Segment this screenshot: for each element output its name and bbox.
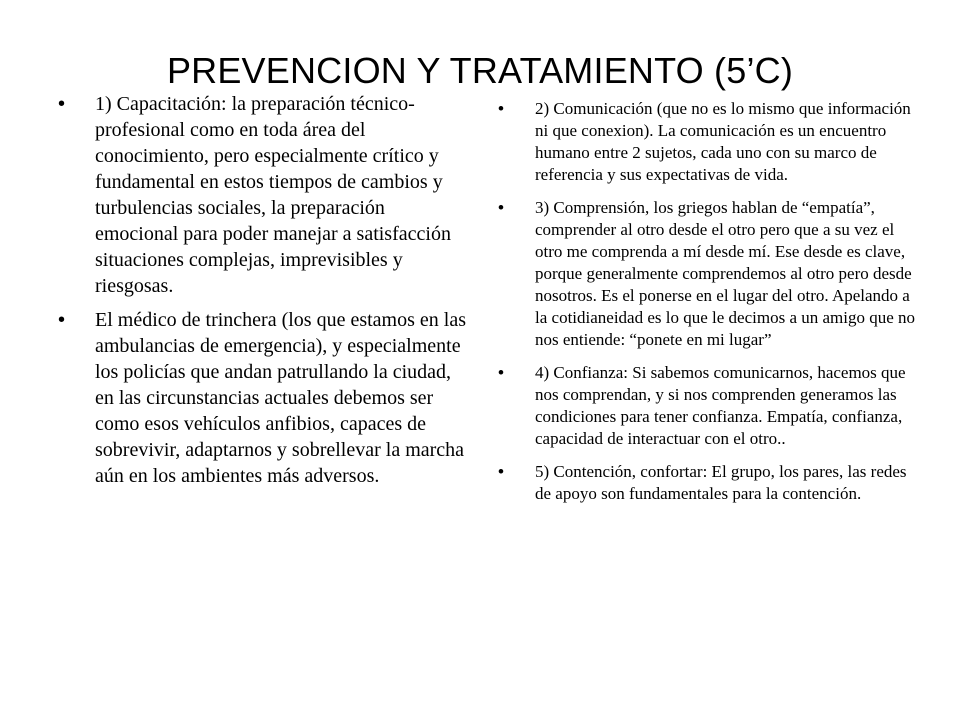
list-item xyxy=(498,461,918,505)
bullet-icon: • xyxy=(498,462,504,481)
left-column-list xyxy=(58,91,470,489)
list-item-text: 4) Confianza: Si sabemos comunicarnos, hacemos que nos comprendan, y si nos comprenden generamos las condiciones para tener confianza. Empatía, confianza, capacidad de interactuar con el otro.. xyxy=(535,363,906,448)
bullet-icon: • xyxy=(58,93,66,115)
list-item-text: 3) Comprensión, los griegos hablan de “empatía”, comprender al otro desde el otro pero que a su vez el otro me comprenda a mí desde mí. Ese desde es clave, porque generalmente comprendemos al otro pero desde nosotros. Es el ponerse en el lugar del otro. Apelando a la cotidianeidad es lo que le decimos a un amigo que no nos entiende: “ponete en mi lugar” xyxy=(535,198,916,349)
list-item-text: 1) Capacitación: la preparación técnico-profesional como en toda área del conocimiento, pero especialmente crítico y fundamental en estos tiempos de cambios y turbulencias sociales, la preparación emocional para poder manejar a satisfacción situaciones complejas, imprevisibles y riesgosas. xyxy=(95,93,451,297)
right-column-list xyxy=(498,98,918,505)
list-item-text: 2) Comunicación (que no es lo mismo que información ni que conexion). La comunicación es un encuentro humano entre 2 sujetos, cada uno con su marco de referencia y sus expectativas de vida. xyxy=(535,99,911,184)
list-item xyxy=(58,91,470,299)
bullet-icon: • xyxy=(498,363,504,382)
list-item-text: 5) Contención, confortar: El grupo, los pares, las redes de apoyo son fundamentales para la contención. xyxy=(535,462,907,503)
list-item xyxy=(498,98,918,186)
bullet-icon: • xyxy=(498,198,504,217)
bullet-icon: • xyxy=(58,309,66,331)
list-item-text: El médico de trinchera (los que estamos en las ambulancias de emergencia), y especialmente los policías que andan patrullando la ciudad, en las circunstancias actuales debemos ser como esos vehículos anfibios, capaces de sobrevivir, adaptarnos y sobrellevar la marcha aún en los ambientes más adversos. xyxy=(95,309,466,487)
bullet-icon: • xyxy=(498,99,504,118)
list-item xyxy=(498,362,918,450)
list-item xyxy=(58,307,470,489)
list-item xyxy=(498,197,918,351)
slide-title: PREVENCION Y TRATAMIENTO (5’C) xyxy=(166,50,794,91)
